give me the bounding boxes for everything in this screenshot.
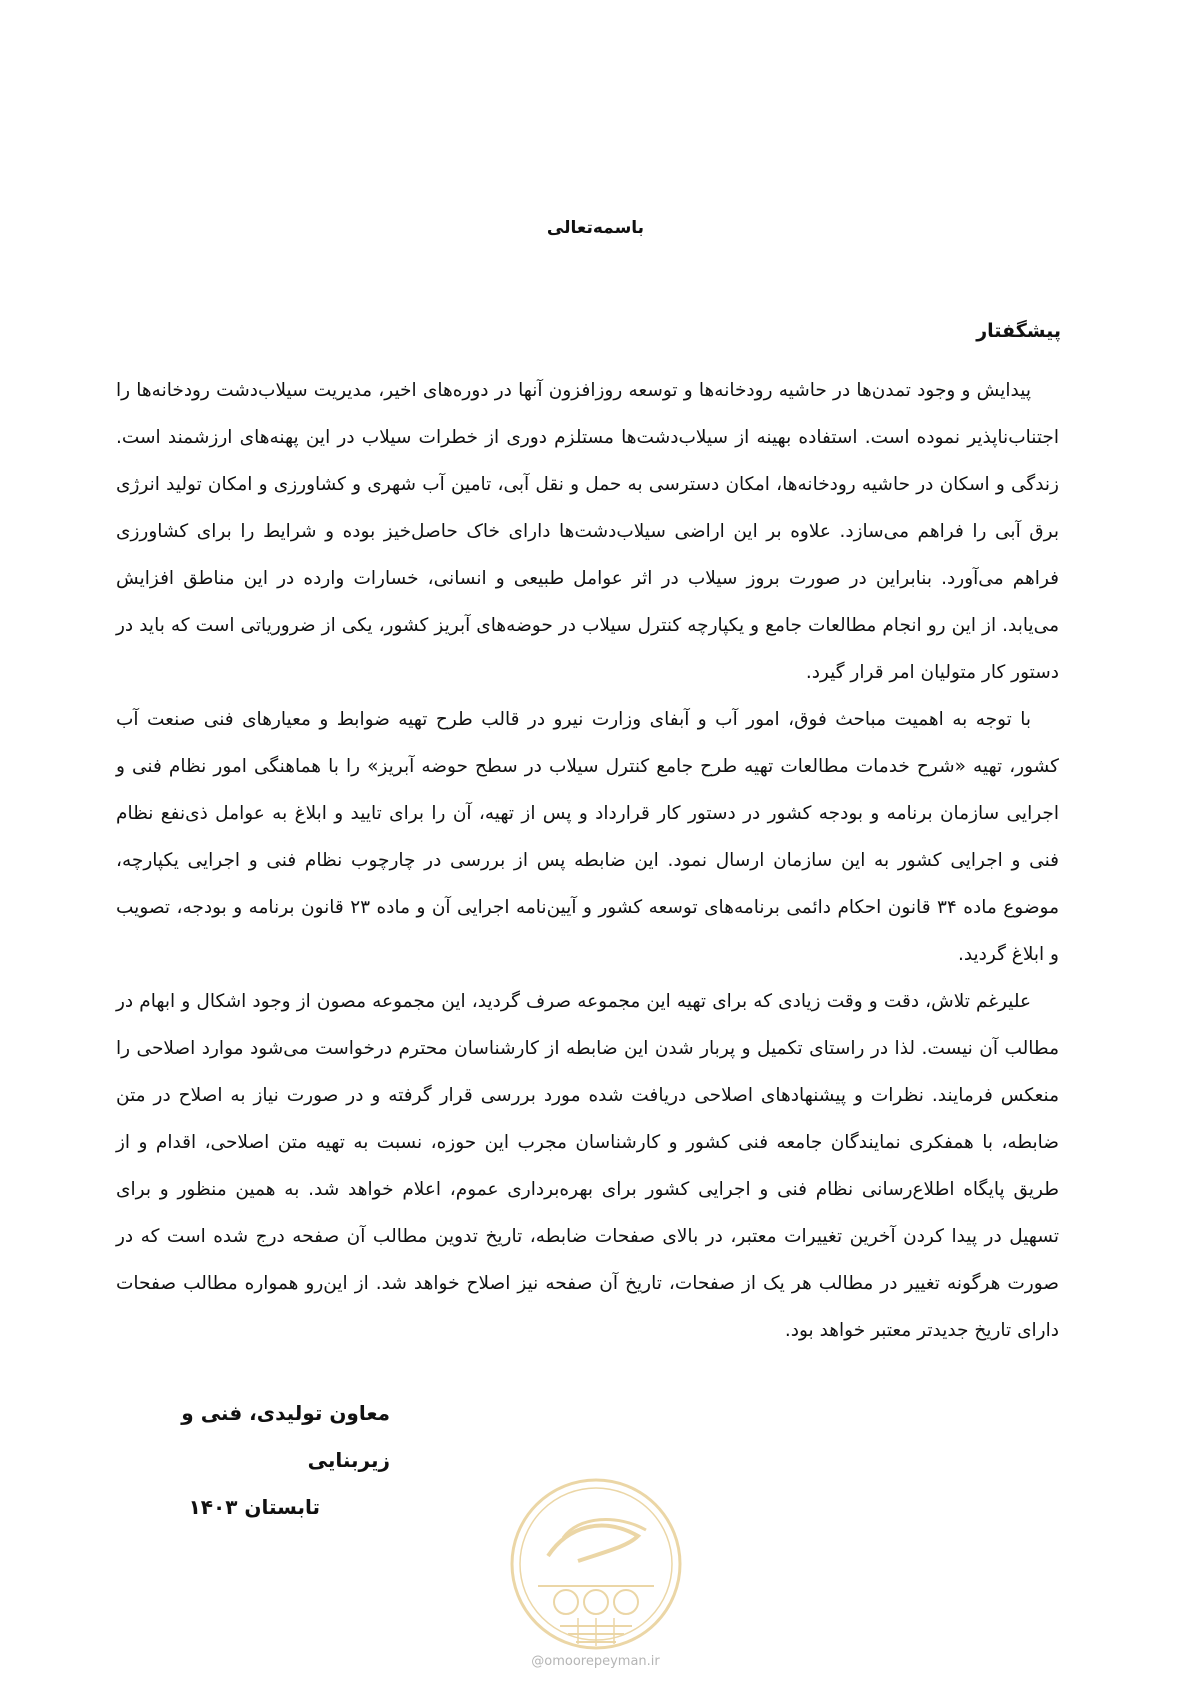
paragraph-1: پیدایش و وجود تمدن‌ها در حاشیه رودخانه‌ها و توسعه روزافزون آنها در دوره‌های اخیر، مدیریت سیلاب‌دشت رودخانه‌ها را اجتناب‌ناپذیر نموده است. استفاده بهینه از سیلاب‌دشت‌ها مستلزم دوری از خطرات سیلاب در این پهنه‌های ارزشمند است. زندگی و اسکان در حاشیه رودخانه‌ها، امکان دسترسی به حمل و نقل آبی، تامین آب شهری و کشاورزی و امکان تولید انرژی برق آبی را فراهم می‌سازد. علاوه بر این اراضی سیلاب‌دشت‌ها دارای خاک حاصل‌خیز بوده و شرایط را برای کشاورزی فراهم می‌آورد. بنابراین در صورت بروز سیلاب در اثر عوامل طبیعی و انسانی، خسارات وارده در این مناطق افزایش می‌یابد. از این رو انجام مطالعات جامع و یکپارچه کنترل سیلاب در حوضه‌های آبریز کشور، یکی از ضروریاتی است که باید در دستور کار متولیان امر قرار گیرد. <box>116 380 1059 683</box>
watermark-url-text: omoorepeyman.ir <box>544 1654 660 1669</box>
body-text <box>116 367 1059 1354</box>
signature-block <box>130 1390 390 1531</box>
signature-title: معاون تولیدی، فنی و زیربنایی <box>181 1401 390 1472</box>
signature-date: تابستان ۱۴۰۳ <box>188 1495 320 1519</box>
paragraph-3: علیرغم تلاش، دقت و وقت زیادی که برای تهیه این مجموعه صرف گردید، این مجموعه مصون از وجود اشکال و ابهام در مطالب آن نیست. لذا در راستای تکمیل و پربار شدن این ضابطه از کارشناسان محترم درخواست می‌شود موارد اصلاحی را منعکس فرمایند. نظرات و پیشنهادهای اصلاحی دریافت شده مورد بررسی قرار گرفته و در صورت نیاز به اصلاح در متن ضابطه، با همفکری نمایندگان جامعه فنی کشور و کارشناسان مجرب این حوزه، نسبت به تهیه متن اصلاحی، اقدام و از طریق پایگاه اطلاع‌رسانی نظام فنی و اجرایی کشور برای بهره‌برداری عموم، اعلام خواهد شد. به همین منظور و برای تسهیل در پیدا کردن آخرین تغییرات معتبر، در بالای صفحات ضابطه، تاریخ تدوین مطالب آن صفحه درج شده است که در صورت هرگونه تغییر در مطالب هر یک از صفحات، تاریخ آن صفحه نیز اصلاح خواهد شد. از این‌رو همواره مطالب صفحات دارای تاریخ جدیدتر معتبر خواهد بود. <box>116 991 1059 1341</box>
invocation-heading: باسمه‌تعالی <box>546 218 645 238</box>
watermark-seal-icon <box>508 1476 684 1652</box>
watermark-at-icon: @ <box>531 1654 545 1669</box>
watermark-url <box>0 1654 1191 1669</box>
paragraph-2: با توجه به اهمیت مباحث فوق، امور آب و آبفای وزارت نیرو در قالب طرح تهیه ضوابط و معیارهای فنی صنعت آب کشور، تهیه «شرح خدمات مطالعات تهیه طرح جامع کنترل سیلاب در سطح حوضه آبریز» را با هماهنگی امور نظام فنی و اجرایی سازمان برنامه و بودجه کشور در دستور کار قرارداد و پس از تهیه، آن را برای تایید و ابلاغ به عوامل ذی‌نفع نظام فنی و اجرایی کشور به این سازمان ارسال نمود. این ضابطه پس از بررسی در چارچوب نظام فنی و اجرایی یکپارچه، موضوع ماده ۳۴ قانون احکام دائمی برنامه‌های توسعه کشور و آیین‌نامه اجرایی آن و ماده ۲۳ قانون برنامه و بودجه، تصویب و ابلاغ گردید. <box>116 709 1059 965</box>
section-heading: پیشگفتار <box>976 320 1061 342</box>
